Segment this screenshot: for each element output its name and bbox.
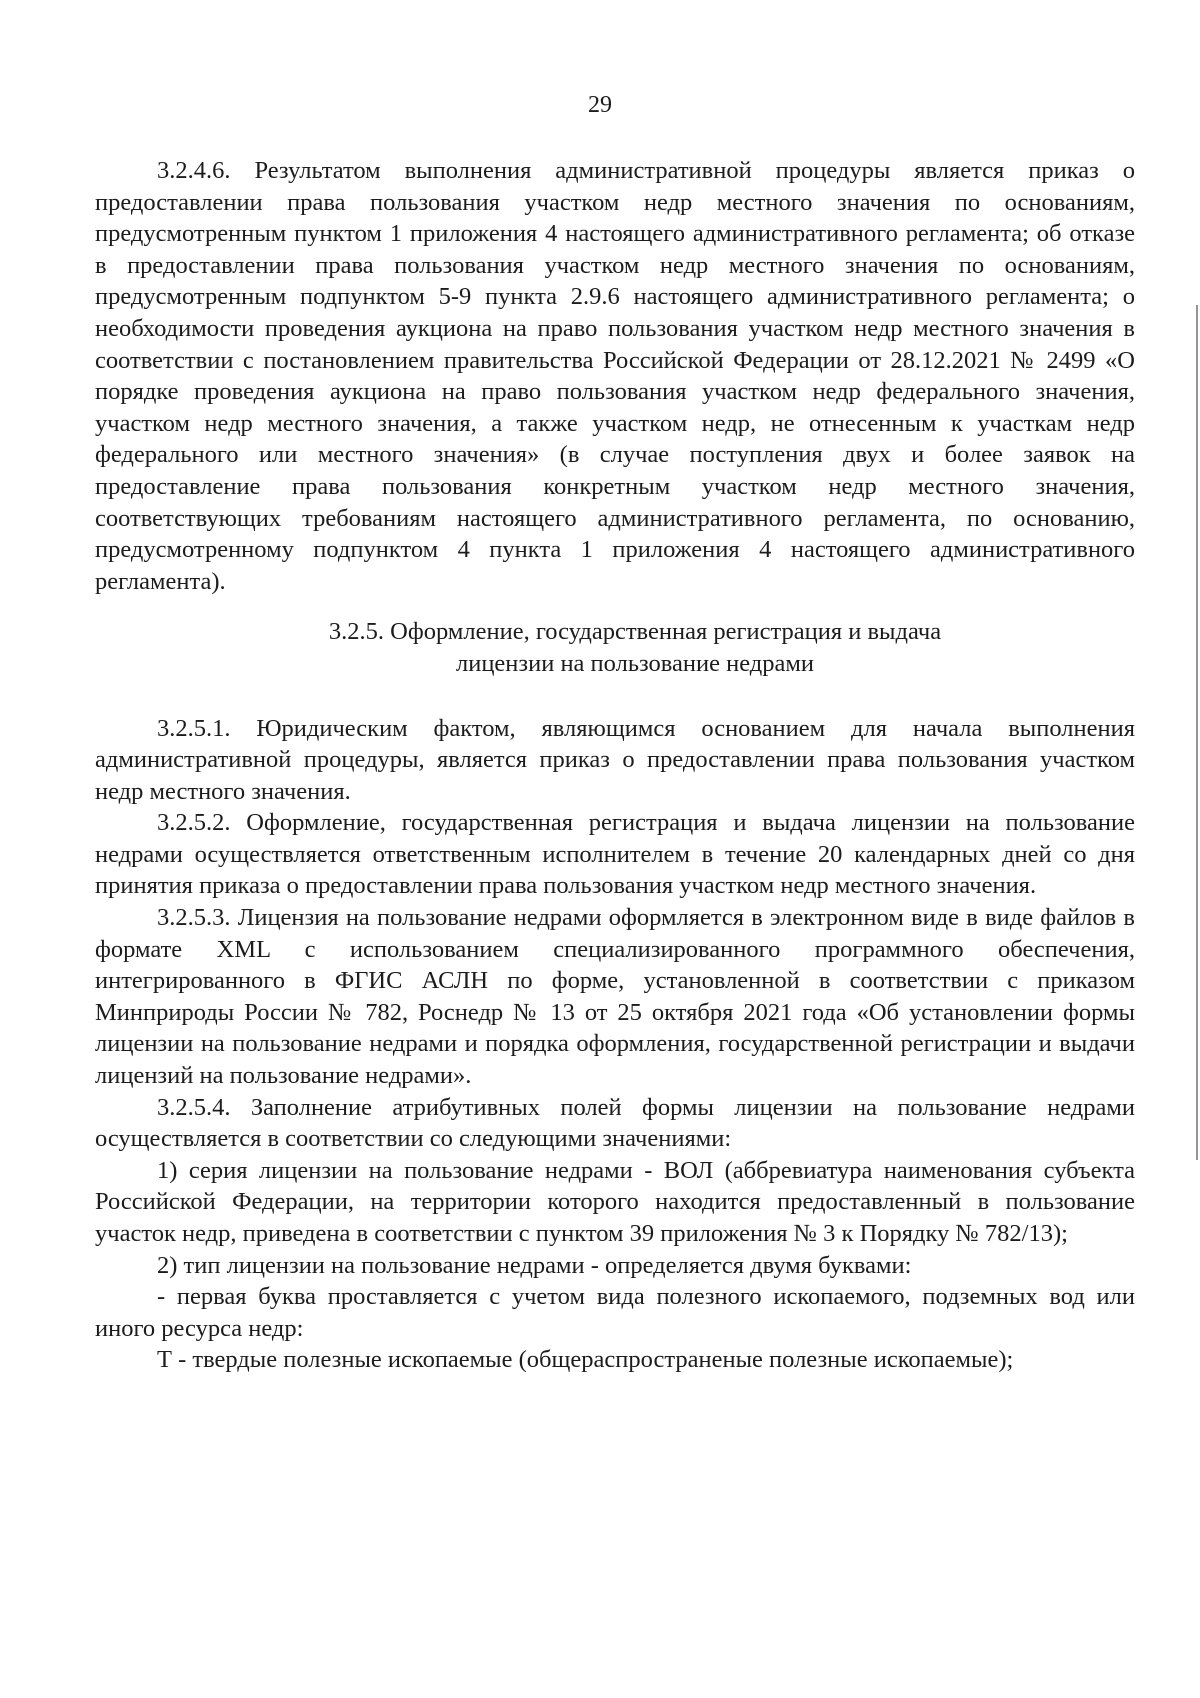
document-body xyxy=(95,155,1135,1376)
section-heading-line-2: лицензии на пользование недрами xyxy=(455,649,814,677)
paragraph-3-2-5-4: 3.2.5.4. Заполнение атрибутивных полей формы лицензии на пользование недрами осуществляется в соответствии со следующими значениями: xyxy=(95,1093,1135,1153)
page-number: 29 xyxy=(588,92,612,118)
paragraph-3-2-5-1: 3.2.5.1. Юридическим фактом, являющимся основанием для начала выполнения административной процедуры, является приказ о предоставлении права пользования участком недр местного значения. xyxy=(95,714,1135,805)
section-heading-line-1: 3.2.5. Оформление, государственная регистрация и выдача xyxy=(328,618,942,646)
scan-edge-line xyxy=(1196,305,1198,1160)
paragraph-3-2-4-6: 3.2.4.6. Результатом выполнения административной процедуры является приказ о предоставлении права пользования участком недр местного значения по основаниям, предусмотренным пунктом 1 приложения 4 настоящего административного регламента; об отказе в предоставлении права пользования участком недр местного значения по основаниям, предусмотренным подпунктом 5-9 пункта 2.9.6 настоящего административного регламента; о необходимости проведения аукциона на право пользования участком недр местного значения в соответствии с постановлением правительства Российской Федерации от 28.12.2021 № 2499 «О порядке проведения аукциона на право пользования участком недр федерального значения, участком недр местного значения, а также участком недр, не отнесенным к участкам недр федерального или местного значения» (в случае поступления двух и более заявок на предоставление права пользования конкретным участком недр местного значения, соответствующих требованиям настоящего административного регламента, по основанию, предусмотренному подпунктом 4 пункта 1 приложения 4 настоящего административного регламента). xyxy=(95,157,1135,595)
list-item-license-series: 1) серия лицензии на пользование недрами - ВОЛ (аббревиатура наименования субъекта Российской Федерации, на территории которого находится предоставленный в пользование участок недр, приведена в соответствии с пунктом 39 приложения № 3 к Порядку № 782/13); xyxy=(95,1156,1135,1247)
list-item-first-letter: - первая буква проставляется с учетом вида полезного ископаемого, подземных вод или иного ресурса недр: xyxy=(95,1283,1135,1342)
section-heading xyxy=(95,616,1135,679)
paragraph-3-2-5-3: 3.2.5.3. Лицензия на пользование недрами оформляется в электронном виде в виде файлов в формате XML с использованием специализированного программного обеспечения, интегрированного в ФГИС АСЛН по форме, установленной в соответствии с приказом Минприроды России № 782, Роснедр № 13 от 25 октября 2021 года «Об установлении формы лицензии на пользование недрами и порядка оформления, государственной регистрации и выдачи лицензий на пользование недрами». xyxy=(95,904,1135,1090)
paragraph-3-2-5-2: 3.2.5.2. Оформление, государственная регистрация и выдача лицензии на пользование недрами осуществляется ответственным исполнителем в течение 20 календарных дней со дня принятия приказа о предоставлении права пользования участком недр местного значения. xyxy=(95,809,1135,900)
list-item-letter-t: Т - твердые полезные ископаемые (общераспространеные полезные ископаемые); xyxy=(157,1346,1014,1374)
list-item-license-type: 2) тип лицензии на пользование недрами - определяется двумя буквами: xyxy=(157,1251,912,1279)
